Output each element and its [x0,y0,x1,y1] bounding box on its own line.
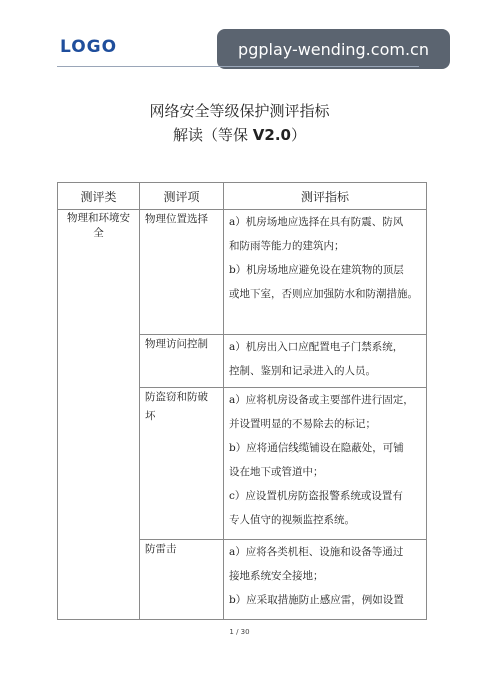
criteria-cell [224,540,427,620]
criteria-line: a）机房出入口应配置电子门禁系统， [229,341,404,353]
criteria-line: b）机房场地应避免设在建筑物的顶层 [229,264,404,276]
header-category: 测评类 [58,183,140,210]
table-row [58,210,427,335]
page-number: 1 / 30 [229,628,250,636]
criteria-line: a）应将各类机柜、设施和设备等通过 [229,546,404,558]
criteria-table [57,182,427,620]
criteria-line: 设在地下或管道中； [229,466,324,478]
criteria-line: c）应设置机房防盗报警系统或设置有 [229,490,403,502]
category-cell: 物理和环境安全 [58,210,140,620]
criteria-line: 控制、鉴别和记录进入的人员。 [229,365,376,377]
criteria-line: a）应将机房设备或主要部件进行固定， [229,394,414,406]
document-subtitle [0,124,479,145]
logo: LOGO [60,37,118,57]
item-cell: 物理访问控制 [140,335,224,388]
item-cell: 物理位置选择 [140,210,224,335]
criteria-cell [224,210,427,335]
criteria-line: b）应采取措施防止感应雷，例如设置 [229,594,404,606]
header-divider [57,66,419,67]
criteria-line: 或地下室，否则应加强防水和防潮措施。 [229,288,418,300]
criteria-line: b）应将通信线缆铺设在隐蔽处，可铺 [229,442,404,454]
document-title: 网络安全等级保护测评指标 [149,102,330,120]
criteria-cell [224,388,427,540]
subtitle-version: V2.0 [252,126,291,144]
item-cell: 防雷击 [140,540,224,620]
table-header-row [58,183,427,210]
criteria-line: 专人值守的视频监控系统。 [229,514,355,526]
subtitle-suffix: ） [290,126,306,144]
criteria-line: a）机房场地应选择在具有防震、防风 [229,216,404,228]
item-cell: 防盗窃和防破坏 [140,388,224,540]
criteria-line: 接地系统安全接地； [229,570,324,582]
watermark-banner: pgplay-wending.com.cn [217,29,450,69]
criteria-line: 并设置明显的不易除去的标记； [229,418,376,430]
header-criteria: 测评指标 [224,183,427,210]
criteria-cell [224,335,427,388]
subtitle-prefix: 解读（等保 [173,126,253,144]
criteria-line: 和防雨等能力的建筑内； [229,240,345,252]
header-item: 测评项 [140,183,224,210]
